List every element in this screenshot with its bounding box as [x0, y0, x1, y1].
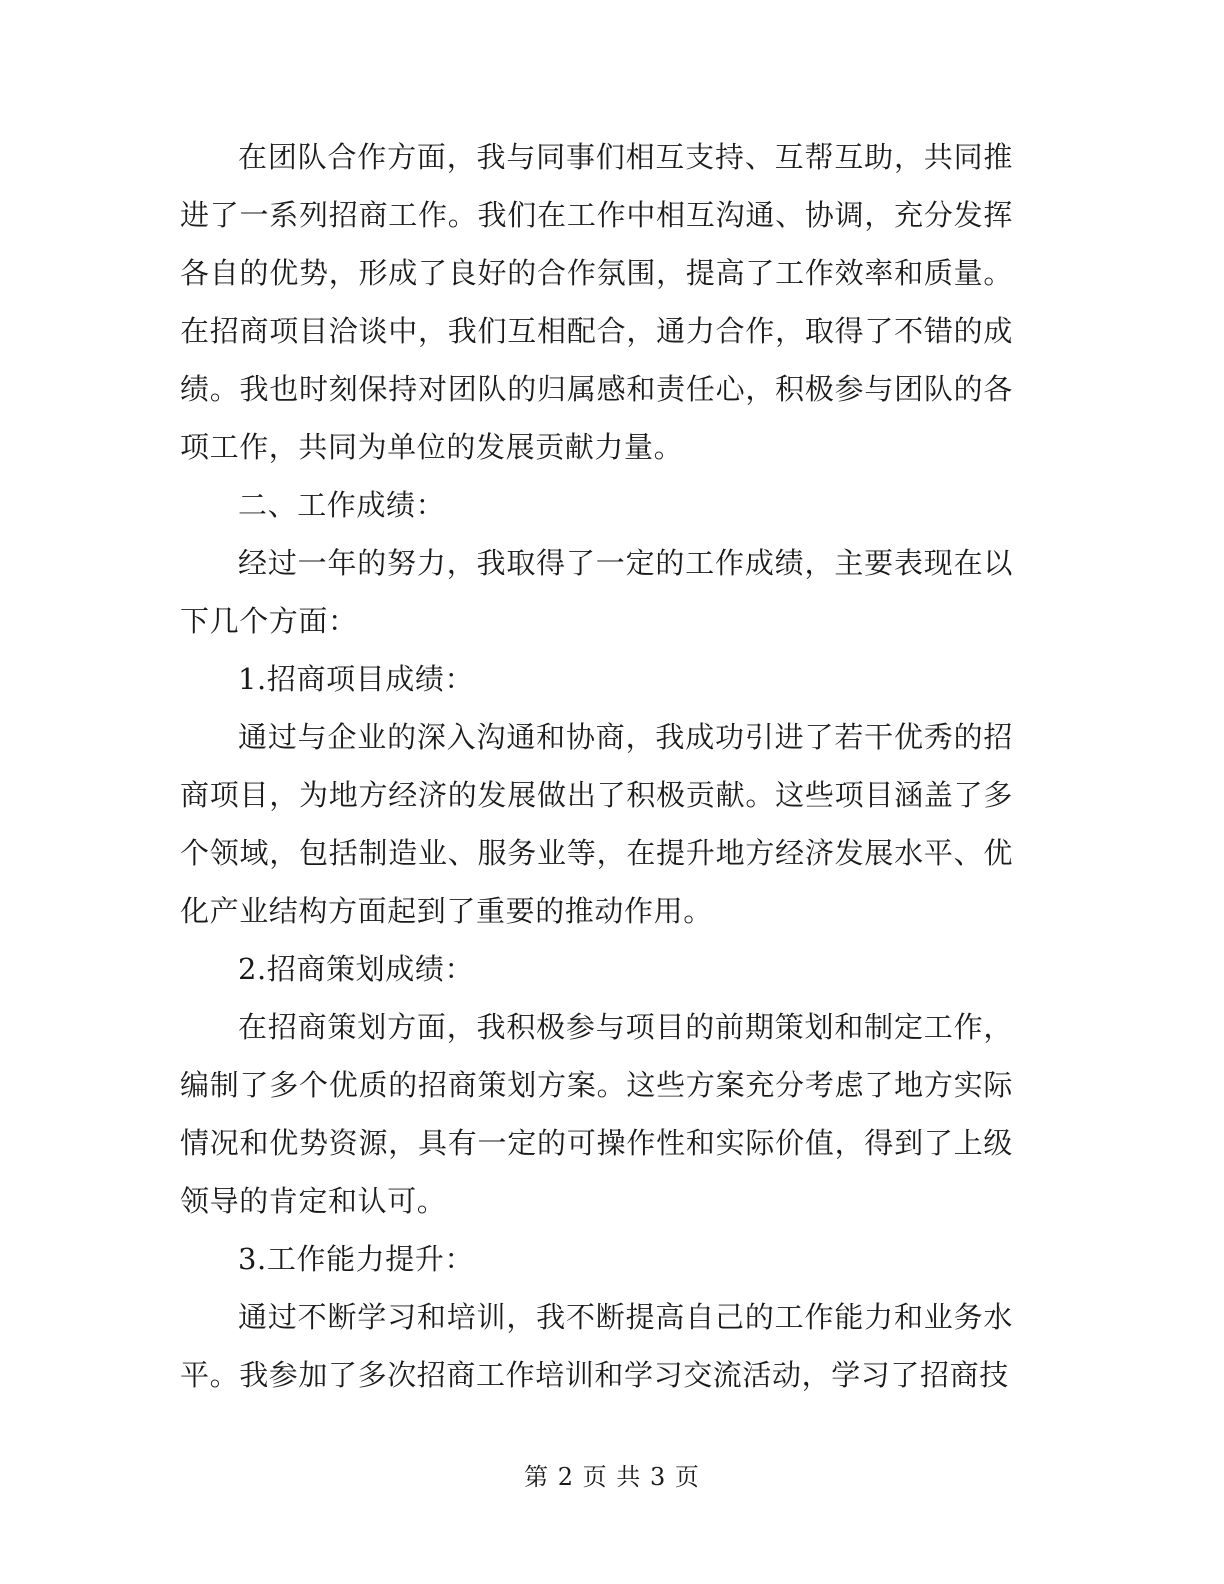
subheading-project-results: 1.招商项目成绩： [238, 662, 475, 696]
document-body [180, 128, 1013, 1404]
paragraph-ability-improvement: 通过不断学习和培训，我不断提高自己的工作能力和业务水平。我参加了多次招商工作培训和学习交流活动，学习了招商技 [180, 1300, 1013, 1392]
heading-work-achievements: 二、工作成绩： [238, 488, 446, 522]
paragraph-planning-results: 在招商策划方面，我积极参与项目的前期策划和制定工作，编制了多个优质的招商策划方案。这些方案充分考虑了地方实际情况和优势资源，具有一定的可操作性和实际价值，得到了上级领导的肯定和认可。 [180, 1010, 1013, 1218]
subheading-ability-improvement: 3.工作能力提升： [238, 1242, 475, 1276]
page-number-footer: 第 2 页 共 3 页 [524, 1463, 700, 1491]
paragraph-achievements-intro: 经过一年的努力，我取得了一定的工作成绩，主要表现在以下几个方面： [180, 546, 1013, 638]
paragraph-project-results: 通过与企业的深入沟通和协商，我成功引进了若干优秀的招商项目，为地方经济的发展做出了积极贡献。这些项目涵盖了多个领域，包括制造业、服务业等，在提升地方经济发展水平、优化产业结构方面起到了重要的推动作用。 [180, 720, 1013, 928]
paragraph-teamwork: 在团队合作方面，我与同事们相互支持、互帮互助，共同推进了一系列招商工作。我们在工作中相互沟通、协调，充分发挥各自的优势，形成了良好的合作氛围，提高了工作效率和质量。在招商项目洽谈中，我们互相配合，通力合作，取得了不错的成绩。我也时刻保持对团队的归属感和责任心，积极参与团队的各项工作，共同为单位的发展贡献力量。 [180, 140, 1013, 464]
subheading-planning-results: 2.招商策划成绩： [238, 952, 475, 986]
